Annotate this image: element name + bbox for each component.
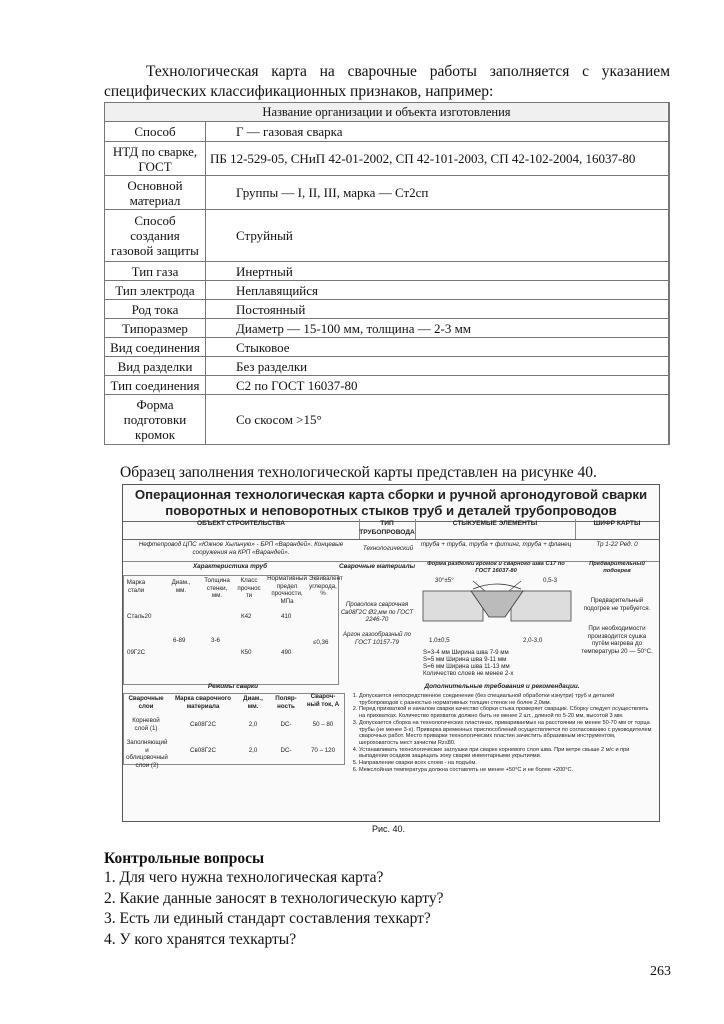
value-object: Нефтепровод ЦПС «Южное Хыльчую» - БРП «Варандей». Концевые сооружения на КРП «Варандей». xyxy=(138,541,344,556)
note-item: 6. Межслойная температура должна составлять не менее +50°С и не более +200°С. xyxy=(359,767,655,774)
pipe-thickness: 3-6 xyxy=(211,637,220,644)
spec-label: Типоразмер xyxy=(105,319,206,338)
intro-paragraph xyxy=(104,62,670,102)
mode-col: Поляр-ность xyxy=(275,695,297,710)
section-form: Форма разделки кромок и сварного шва С17 по ГОСТ 16037-80 xyxy=(427,561,565,574)
section-modes: Режимы сварки xyxy=(207,683,259,690)
questions-list xyxy=(104,868,443,950)
mode-layer-1: Корневой слой (1) xyxy=(132,717,160,732)
question-item: 4. У кого хранятся техкарты? xyxy=(104,930,297,948)
note-item: 2. Перед прихваткой и началом сварки качество сборки стыка проверяет сварщик. Сборку следует осуществлять на прихватках. Количество прихваток должно быть не менее 2 шт., длиной по 5-20 мм, высотой 3 мм. xyxy=(359,706,655,719)
mode-mat-1: Св08Г2С xyxy=(190,721,216,728)
mode-pol-1: DC- xyxy=(280,721,292,728)
mode-d-2: 2,0 xyxy=(248,747,258,754)
spec-label: Основной материал xyxy=(105,176,206,210)
figure-title xyxy=(123,485,659,522)
section-materials: Сварочные материалы xyxy=(338,563,416,570)
value-elements: труба + труба, труба + фитинг, труба + фланец xyxy=(420,541,572,548)
question-item: 2. Какие данные заносят в технологическую карту? xyxy=(104,889,444,907)
spec-label: НТД по сварке, ГОСТ xyxy=(105,142,206,176)
question-item: 3. Есть ли единый стандарт составления техкарт? xyxy=(104,910,431,927)
section-preheat: Предварительный подогрев xyxy=(589,561,645,574)
bevel-angle: 30°±5° xyxy=(435,577,454,584)
mode-col: Сварочные слои xyxy=(128,695,164,710)
value-type: Технологический xyxy=(362,545,414,552)
preheat-note-2: При необходимости производится сушка путём нагрева до температуры 20 — 50°С. xyxy=(581,625,653,655)
spec-label: Тип газа xyxy=(105,262,206,281)
spec-label: Форма подготовки кромок xyxy=(105,395,206,445)
note-item: 5. Направление сварки всех слоев - на подъём. xyxy=(359,760,655,767)
note-item: 3. Допускается сборка на технологических пластинах, привариваемых на расстоянии не менее 50-70 мм от торца трубы (не менее 3-х). Приварка временных приспособлений осуществляется по согласованию с руководителем сварочных работ. Место приварки технологических пластин зачистить абразивным инструментом, шероховатость мест зачистки Rz≤80. xyxy=(359,720,655,747)
spec-label: Род тока xyxy=(105,300,206,319)
section-pipes: Характеристика труб xyxy=(192,563,268,570)
spec-value: С2 по ГОСТ 16037-80 xyxy=(206,376,669,395)
figure-value-row xyxy=(123,539,659,562)
pipe-col: Диам., мм. xyxy=(171,579,191,594)
mode-amp-2: 70 – 120 xyxy=(310,747,336,754)
spec-label: Вид соединения xyxy=(105,338,206,357)
pipe-class-2: К50 xyxy=(241,649,252,656)
pipe-diameter: 6-89 xyxy=(173,637,186,644)
gap-dim-3: 2,0-3,0 xyxy=(523,637,543,644)
spec-value: Диаметр — 15-100 мм, толщина — 2-3 мм xyxy=(206,319,669,338)
mode-col: Диам., мм. xyxy=(243,695,263,710)
note-item: 1. Допускается непосредственное соединение (без специальной обработки изнутри) труб и деталей трубопроводов с разностью нормативных толщин стенок не более 2,0мм. xyxy=(359,693,655,706)
pipe-col: Марка стали xyxy=(126,579,146,594)
mode-col: Свароч-ный ток, А xyxy=(306,693,340,708)
spec-label: Способ создания газовой защиты xyxy=(105,210,206,262)
note-item: 4. Устанавливать технологические заглушки при сварке корневого слоя шва. При ветре свыше 2 м/с и при выпадении осадков защищать зону сварки инвентарными укрытиями. xyxy=(359,747,655,760)
spec-table xyxy=(104,102,670,445)
spec-value: Струйный xyxy=(206,210,669,262)
spec-value: Инертный xyxy=(206,262,669,281)
weld-width-1: S=3-4 мм Ширина шва 7-9 мм xyxy=(423,649,509,656)
pipe-steel-1: Сталь20 xyxy=(127,613,152,620)
spec-label: Тип электрода xyxy=(105,281,206,300)
header-elements: СТЫКУЕМЫЕ ЭЛЕМЕНТЫ xyxy=(415,519,576,539)
spec-table-header: Название организации и объекта изготовления xyxy=(105,103,669,122)
mode-mat-2: Св08Г2С xyxy=(190,747,216,754)
figure-header-row xyxy=(123,519,659,540)
pipe-class-1: К42 xyxy=(241,613,252,620)
spec-label: Тип соединения xyxy=(105,376,206,395)
spec-value: Со скосом >15° xyxy=(206,395,669,445)
pipe-col: Класс прочнос ти xyxy=(237,577,261,600)
figure-title-line-2: поворотных и неповоротных стыков труб и деталей трубопроводов xyxy=(165,503,617,518)
gap-dim-1: 0,5-3 xyxy=(543,577,558,584)
header-cipher: ШИФР КАРТЫ xyxy=(593,520,641,527)
material-wire: Проволока сварочная Св08Г2С Ø2,мм по ГОСТ 2246-70 xyxy=(340,601,414,624)
pipe-col: Нормативный предел прочности, МПа xyxy=(267,575,307,605)
mode-col: Марка сварочного материала xyxy=(174,695,232,710)
table-shade xyxy=(669,103,670,122)
spec-value: Стыковое xyxy=(206,338,669,357)
intro-line-1: Технологическая карта на сварочные работы заполняется с указанием xyxy=(146,63,670,80)
weld-width-2: S=5 мм Ширина шва 9-11 мм xyxy=(423,656,507,663)
spec-value: ПБ 12-529-05, СНиП 42-01-2002, СП 42-101-2003, СП 42-102-2004, 16037-80 xyxy=(206,142,669,176)
weld-cap xyxy=(473,584,521,589)
pipe-col: Толщина стенки, мм. xyxy=(204,577,230,600)
pipe-steel-2: 09Г2С xyxy=(127,649,146,656)
mode-amp-1: 50 – 80 xyxy=(312,721,334,728)
pipe-strength-2: 490 xyxy=(281,649,292,656)
header-type: ТИП ТРУБОПРОВОДА xyxy=(359,519,416,539)
spec-value: Без разделки xyxy=(206,357,669,376)
extra-notes xyxy=(347,693,655,773)
spec-value: Неплавящийся xyxy=(206,281,669,300)
spec-value: Г — газовая сварка xyxy=(206,122,669,142)
sample-sentence: Образец заполнения технологической карты представлен на рисунке 40. xyxy=(120,464,597,481)
figure-caption: Рис. 40. xyxy=(372,824,406,834)
spec-value: Группы — I, II, III, марка — Ст2сп xyxy=(206,176,669,210)
question-item: 1. Для чего нужна технологическая карта? xyxy=(104,869,384,886)
spec-value: Постоянный xyxy=(206,300,669,319)
mode-pol-2: DC- xyxy=(280,747,292,754)
preheat-note-1: Предварительный подогрев не требуется. xyxy=(583,597,651,612)
questions-title: Контрольные вопросы xyxy=(104,850,265,867)
mode-layer-2: Заполняющий и облицовочный слои (2) xyxy=(126,739,168,769)
pipe-carbon-eq: ≤0,36 xyxy=(313,639,329,646)
pipe-col: Эквивалент углерода, % xyxy=(309,575,343,598)
header-object: ОБЪЕКТ СТРОИТЕЛЬСТВА xyxy=(123,519,360,539)
weld-width-3: S=6 мм Ширина шва 11-13 мм xyxy=(423,663,510,670)
value-cipher: Тр 1-22 Ред. 0 xyxy=(596,541,638,548)
gap-dim-2: 1,0±0,5 xyxy=(429,637,450,644)
spec-label: Способ xyxy=(105,122,206,142)
weld-layers: Количество слоев не менее 2-х xyxy=(423,670,514,677)
intro-line-2: специфических классификационных признаков, например: xyxy=(104,83,494,100)
spec-label: Вид разделки xyxy=(105,357,206,376)
section-extra: Дополнительные требования и рекомендации. xyxy=(424,683,580,690)
figure-40 xyxy=(122,484,660,822)
material-argon: Аргон газообразный по ГОСТ 10157-79 xyxy=(342,631,412,646)
figure-title-line-1: Операционная технологическая карта сборки и ручной аргонодуговой сварки xyxy=(134,487,648,502)
mode-d-1: 2,0 xyxy=(248,721,258,728)
page-number: 263 xyxy=(650,964,671,979)
pipe-strength-1: 410 xyxy=(281,613,292,620)
